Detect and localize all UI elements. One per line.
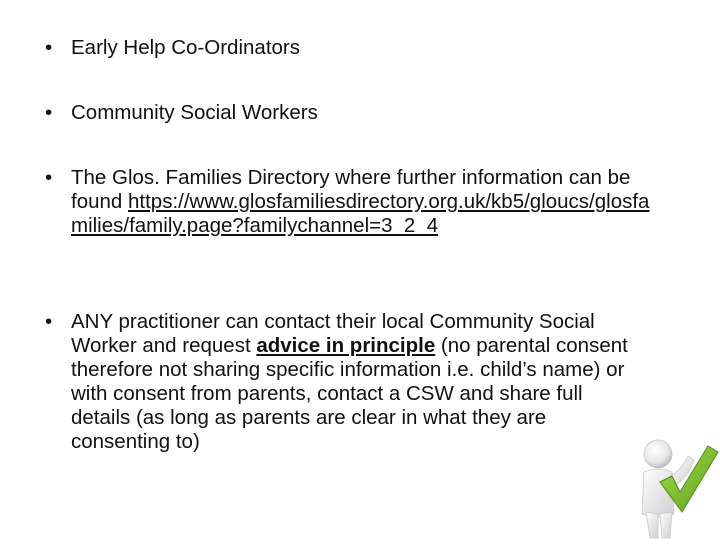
bullet-symbol: •	[45, 36, 53, 59]
bullet-text: Early Help Co-Ordinators	[71, 36, 300, 59]
bullet-text	[71, 166, 655, 238]
bullet-item-community-social-workers	[45, 101, 675, 125]
bullet-text: Community Social Workers	[71, 101, 318, 124]
bullet-symbol: •	[45, 310, 53, 333]
bullet-item-families-directory	[45, 166, 655, 238]
person-with-checkmark-icon	[620, 432, 720, 540]
bullet-symbol: •	[45, 101, 53, 124]
families-directory-link[interactable]: https://www.glosfamiliesdirectory.org.uk/kb5/gloucs/glosfamilies/family.page?familychannel=3_2_4	[71, 190, 650, 237]
bullet-text-after-emphasis: (no parental consent therefore not sharing specific information i.e. child’s name) or with consent from parents, contact a CSW and share full details (as long as parents are clear in what they are consenting to)	[71, 334, 628, 453]
advice-in-principle-emphasis: advice in principle	[256, 334, 436, 357]
bullet-item-any-practitioner	[45, 310, 645, 454]
bullet-symbol: •	[45, 166, 53, 189]
bullet-item-early-help	[45, 36, 675, 60]
bullet-text-before-emphasis: ANY practitioner can contact their local Community Social Worker and request	[71, 310, 595, 357]
bullet-text	[71, 310, 645, 454]
bullet-text-before-link: The Glos. Families Directory where further information can be found	[71, 166, 631, 213]
